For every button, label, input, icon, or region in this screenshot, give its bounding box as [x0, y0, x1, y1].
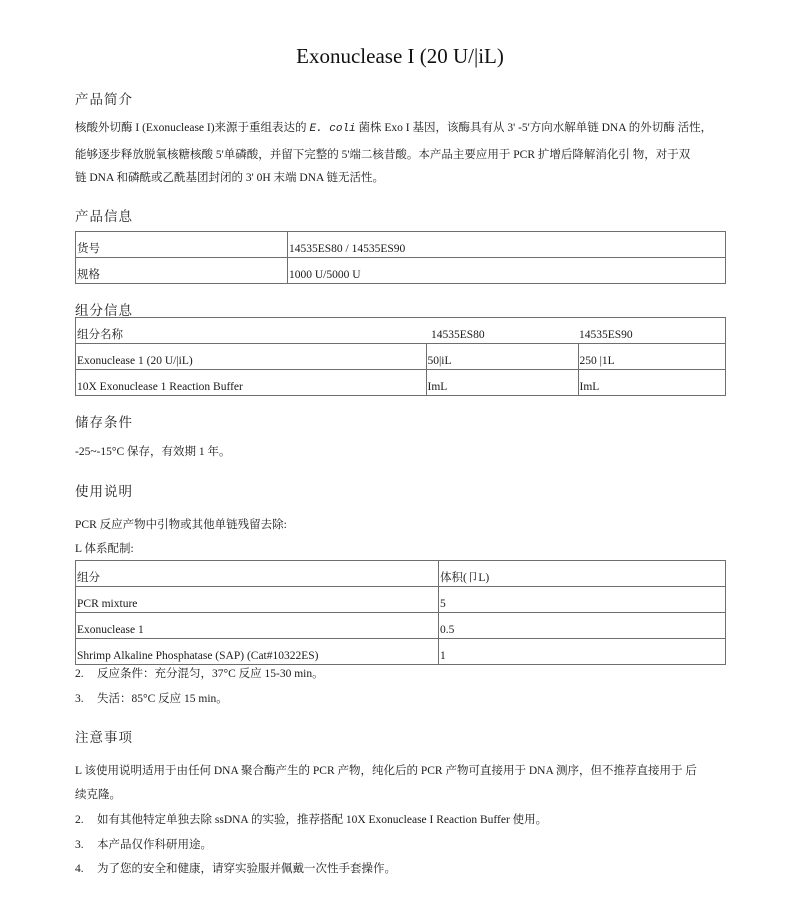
table-row [76, 258, 726, 284]
intro-paragraph-line-1 [75, 115, 735, 143]
table-header-row [76, 318, 726, 344]
product-info-table [75, 231, 726, 284]
reaction-setup-table [75, 560, 726, 665]
note-item [75, 807, 735, 834]
step-text: 反应条件：充分混匀，37°C 反应 15-30 min。 [97, 668, 324, 680]
usage-step-2 [75, 661, 735, 688]
note-item [75, 856, 735, 883]
intro-text-post: 菌株 Exo I 基因，该酶具有从 3' -5'方向水解单链 DNA 的外切酶 活性， [355, 122, 713, 134]
storage-text: -25~-15°C 保存，有效期 1 年。 [75, 446, 231, 458]
table-cell: 250 |1L [578, 344, 726, 370]
step-number: 2. [75, 668, 84, 680]
table-header-row [76, 561, 726, 587]
components-table [75, 317, 726, 396]
document-title: Exonuclease I (20 U/|iL) [296, 44, 504, 68]
table-cell: 5 [439, 587, 726, 613]
table-cell: ImL [578, 370, 726, 396]
table-header-cell: 14535ES90 [578, 318, 726, 344]
table-cell: Shrimp Alkaline Phosphatase (SAP) (Cat#10322ES) [76, 639, 439, 665]
table-cell: 10X Exonuclease 1 Reaction Buffer [76, 370, 427, 396]
note-1-line-2: 续克隆。 [75, 789, 121, 801]
table-row [76, 370, 726, 396]
table-header-cell: 组分 [76, 561, 439, 587]
note-text: 本产品仅作科研用途。 [97, 839, 212, 851]
table-row [76, 232, 726, 258]
section-heading-intro: 产品简介 [75, 92, 133, 107]
intro-paragraph-line-3: 链 DNA 和磷酰或乙酰基团封闭的 3' 0H 末端 DNA 链无活性。 [75, 172, 385, 184]
intro-paragraph-line-2: 能够逐步释放脱氧核糖核酸 5'单磷酸，并留下完整的 5'端二核昔酸。本产品主要应用于 PCR 扩增后降解消化引 物，对于双 [75, 149, 691, 161]
table-header-cell: 体积(卩L) [439, 561, 726, 587]
table-header-cell: 组分名称 [76, 318, 427, 344]
table-row [76, 344, 726, 370]
usage-intro: PCR 反应产物中引物或其他单链残留去除: [75, 519, 287, 531]
usage-step-1: L 体系配制: [75, 543, 134, 555]
note-item [75, 832, 735, 859]
table-cell: PCR mixture [76, 587, 439, 613]
note-number: 2. [75, 814, 84, 826]
table-cell: ImL [426, 370, 578, 396]
table-cell-value: 14535ES80 / 14535ES90 [288, 232, 726, 258]
step-text: 失活：85°C 反应 15 min。 [97, 693, 228, 705]
table-row [76, 613, 726, 639]
table-cell: 0.5 [439, 613, 726, 639]
section-heading-storage: 储存条件 [75, 415, 133, 430]
note-number: 3. [75, 839, 84, 851]
table-cell-value: 1000 U/5000 U [288, 258, 726, 284]
table-cell: 1 [439, 639, 726, 665]
step-number: 3. [75, 693, 84, 705]
section-heading-notes: 注意事项 [75, 730, 133, 745]
section-heading-usage: 使用说明 [75, 484, 133, 499]
table-cell: 50|iL [426, 344, 578, 370]
note-number: 4. [75, 863, 84, 875]
note-1-line-1: L 该使用说明适用于由任何 DNA 聚合酶产生的 PCR 产物，纯化后的 PCR 产物可直接用于 DNA 测序，但不推荐直接用于 后 [75, 765, 697, 777]
table-cell: Exonuclease 1 (20 U/|iL) [76, 344, 427, 370]
intro-text-pre: 核酸外切酶 I (Exonuclease I)来源于重组表达的 [75, 122, 310, 134]
table-cell-label: 货号 [76, 232, 288, 258]
note-text: 为了您的安全和健康，请穿实验服并佩戴一次性手套操作。 [97, 863, 396, 875]
table-row [76, 587, 726, 613]
table-cell: Exonuclease 1 [76, 613, 439, 639]
note-text: 如有其他特定单独去除 ssDNA 的实验，推荐搭配 10X Exonuclease I Reaction Buffer 使用。 [97, 814, 548, 826]
section-heading-product-info: 产品信息 [75, 209, 133, 224]
table-cell-label: 规格 [76, 258, 288, 284]
table-header-cell: 14535ES80 [426, 318, 578, 344]
section-heading-components: 组分信息 [75, 303, 133, 318]
species-name: E. coli [309, 123, 356, 135]
usage-step-3 [75, 686, 735, 713]
